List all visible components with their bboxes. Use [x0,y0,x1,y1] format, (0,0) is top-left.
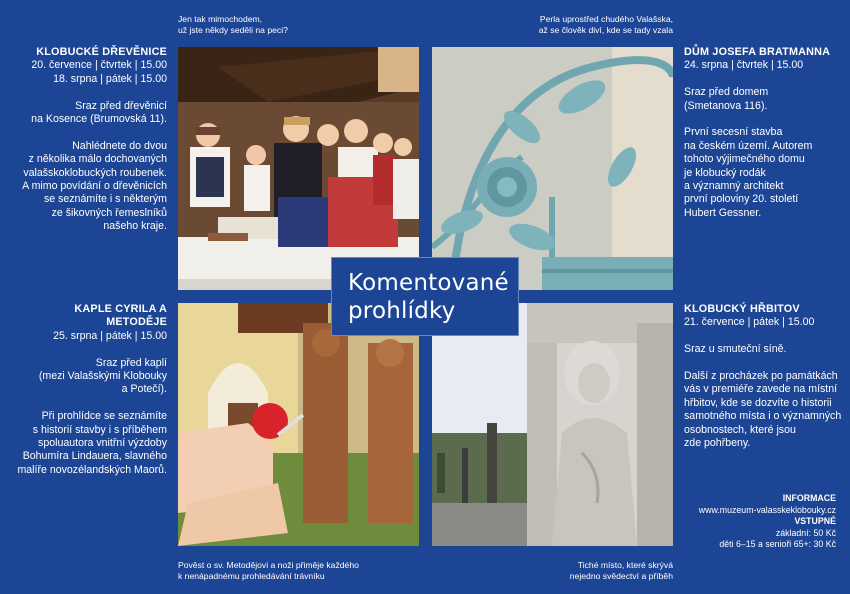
caption-bottom-right [570,560,673,582]
tour-date: 18. srpna | pátek | 15.00 [53,72,167,85]
tour-description [14,410,167,477]
tour-chapel [14,303,167,491]
text-line: A mimo povídání o dřevěnicích [22,180,167,193]
text-line: Sraz u smuteční síně. [684,343,787,356]
children-in-folk-costume-on-stove-photo [178,47,419,290]
caption-line: Perla uprostřed chudého Valašska, [539,14,673,24]
tour-heading: KAPLE CYRILA A METODĚJE [74,303,167,329]
text-line: na Kosence (Brumovská 11). [31,113,167,126]
tour-wooden-houses [14,46,167,247]
tour-description [684,370,844,450]
text-line: vás v premiéře zavede na místní [684,383,838,396]
text-line: našeho kraje. [103,220,167,233]
tour-heading: KLOBUCKÝ HŘBITOV [684,303,800,315]
text-line: spoluautora vnitřní výzdoby [38,437,167,450]
art-nouveau-iron-rose-railing-photo [432,47,673,290]
tour-meeting-point [14,100,167,127]
caption-line: až se člověk diví, kde se tady vzala [538,25,673,35]
tour-dates [684,316,844,329]
text-line: Sraz před kaplí [95,356,167,369]
text-line: a Potečí). [121,383,167,396]
text-line: zde pohřbeny. [684,437,751,450]
tour-description [14,140,167,234]
text-line: První secesní stavba [684,126,783,139]
fees-heading: VSTUPNÉ [794,516,836,527]
caption-line: už jste někdy seděli na peci? [178,25,288,35]
tour-dates [14,59,167,86]
text-line: na českém území. Autorem [684,139,813,152]
tour-meeting-point [14,357,167,397]
tour-bratmann-house [684,46,844,234]
tour-date: 24. srpna | čtvrtek | 15.00 [684,59,804,72]
text-line: (Smetanova 116). [684,99,768,112]
tour-dates [684,59,844,72]
caption-bottom-left [178,560,359,582]
tour-date: 21. července | pátek | 15.00 [684,316,815,329]
fee-reduced: děti 6–15 a senioři 65+: 30 Kč [719,539,836,550]
caption-top-right [539,14,673,36]
caption-line: k nenápadnému prohledávání trávníku [178,571,325,581]
text-line: první poloviny 20. století [684,193,799,206]
text-line: ze šikovných řemeslníků [51,206,167,219]
text-line: je klobucký rodák [684,166,766,179]
text-line: se seznámíte i s některým [43,193,167,206]
text-line: hřbitov, kde se dozvíte o historii [684,396,832,409]
poster-title [331,257,519,336]
text-line: Sraz před dřevěnicí [75,99,167,112]
text-line: tohoto výjimečného domu [684,153,805,166]
text-line: Hubert Gessner. [684,206,762,219]
tour-description [684,126,844,220]
text-line: Bohumíra Lindauera, slavného [22,450,167,463]
info-block [680,493,836,551]
tour-date: 25. srpna | pátek | 15.00 [53,329,167,342]
text-line: Nahlédnete do dvou [72,139,167,152]
caption-line: Pověst o sv. Metodějovi a noži přiměje každého [178,560,359,570]
tour-date: 20. července | čtvrtek | 15.00 [31,59,167,72]
text-line: s historií stavby i s příběhem [32,423,167,436]
caption-line: Tiché místo, které skrývá [577,560,673,570]
tour-heading: DŮM JOSEFA BRATMANNA [684,46,831,58]
tour-meeting-point [684,86,844,113]
text-line: a významný architekt [684,180,784,193]
caption-line: nejedno svědectví a příběh [569,571,673,581]
title-line-1: Komentované [348,270,509,296]
title-line-2: prohlídky [348,298,456,324]
tour-heading: KLOBUCKÉ DŘEVĚNICE [36,46,167,58]
tour-meeting-point [684,343,844,356]
text-line: malíře novozélandských Maorů. [17,463,167,476]
apple-and-wooden-saint-statues-photo [178,303,419,546]
text-line: Sraz před domem [684,86,769,99]
caption-line: Jen tak mimochodem, [178,14,263,24]
cemetery-angel-statue-photo [432,303,673,546]
text-line: (mezi Valašskými Klobouky [38,370,167,383]
text-line: valašskoklobuckých roubenek. [23,166,167,179]
text-line: Další z procházek po památkách [684,370,838,382]
text-line: osobnostech, které jsou [684,423,796,436]
fee-basic: základní: 50 Kč [775,527,836,538]
website-link[interactable]: www.muzeum-valasskeklobouky.cz [698,504,836,515]
text-line: z několika málo dochovaných [28,153,167,166]
text-line: Při prohlídce se seznámíte [41,410,167,423]
tour-cemetery [684,303,844,464]
info-heading: INFORMACE [782,493,836,503]
text-line: samotného místa i o významných [684,410,842,423]
tour-dates [14,330,167,343]
caption-top-left [178,14,288,36]
